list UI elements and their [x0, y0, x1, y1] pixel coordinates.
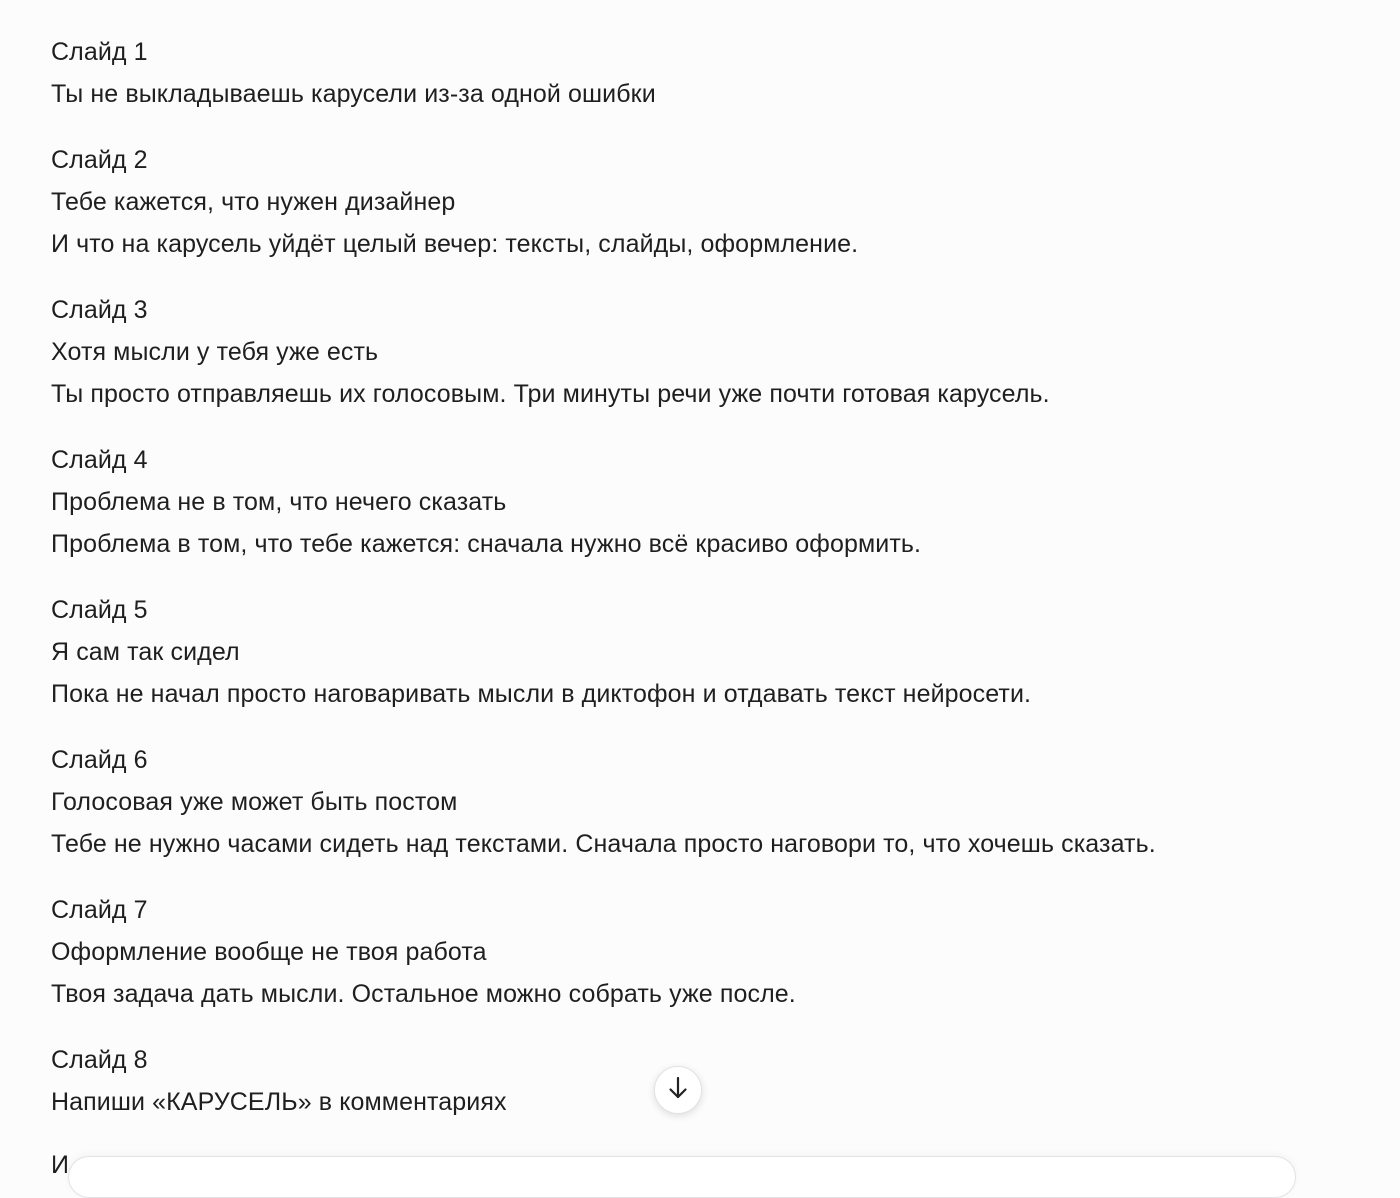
- slide-block: [51, 139, 1360, 265]
- slide-text: Проблема в том, что тебе кажется: сначала нужно всё красиво оформить.: [51, 530, 922, 558]
- slide-text: Тебе кажется, что нужен дизайнер: [51, 188, 456, 216]
- message-content: [51, 31, 1360, 1147]
- slide-text: И что на карусель уйдёт целый вечер: тексты, слайды, оформление.: [51, 230, 859, 258]
- slide-title: Слайд 4: [51, 446, 148, 474]
- slide-text: Ты просто отправляешь их голосовым. Три минуты речи уже почти готовая карусель.: [51, 380, 1050, 408]
- scroll-to-bottom-button[interactable]: [654, 1066, 702, 1114]
- slide-title: Слайд 3: [51, 296, 148, 324]
- arrow-down-icon: [666, 1075, 690, 1106]
- slide-title: Слайд 8: [51, 1046, 148, 1074]
- slide-title: Слайд 5: [51, 596, 148, 624]
- slide-block: [51, 439, 1360, 565]
- slide-block: [51, 739, 1360, 865]
- slide-text: Тебе не нужно часами сидеть над текстами. Сначала просто наговори то, что хочешь сказать.: [51, 830, 1156, 858]
- message-composer[interactable]: [68, 1156, 1296, 1198]
- slide-block: [51, 1039, 1360, 1123]
- slide-title: Слайд 6: [51, 746, 148, 774]
- partial-text-line: И: [51, 1151, 69, 1179]
- slide-block: [51, 289, 1360, 415]
- slide-text: Проблема не в том, что нечего сказать: [51, 488, 507, 516]
- slide-title: Слайд 2: [51, 146, 148, 174]
- slide-text: Напиши «КАРУСЕЛЬ» в комментариях: [51, 1088, 507, 1116]
- slide-text: Я сам так сидел: [51, 638, 240, 666]
- slide-title: Слайд 1: [51, 38, 148, 66]
- slide-text: Пока не начал просто наговаривать мысли в диктофон и отдавать текст нейросети.: [51, 680, 1032, 708]
- slide-block: [51, 889, 1360, 1015]
- slide-title: Слайд 7: [51, 896, 148, 924]
- slide-text: Твоя задача дать мысли. Остальное можно собрать уже после.: [51, 980, 796, 1008]
- slide-block: [51, 31, 1360, 115]
- slide-text: Голосовая уже может быть постом: [51, 788, 458, 816]
- slide-text: Хотя мысли у тебя уже есть: [51, 338, 379, 366]
- slide-text: Оформление вообще не твоя работа: [51, 938, 487, 966]
- slide-block: [51, 589, 1360, 715]
- slide-text: Ты не выкладываешь карусели из-за одной ошибки: [51, 80, 656, 108]
